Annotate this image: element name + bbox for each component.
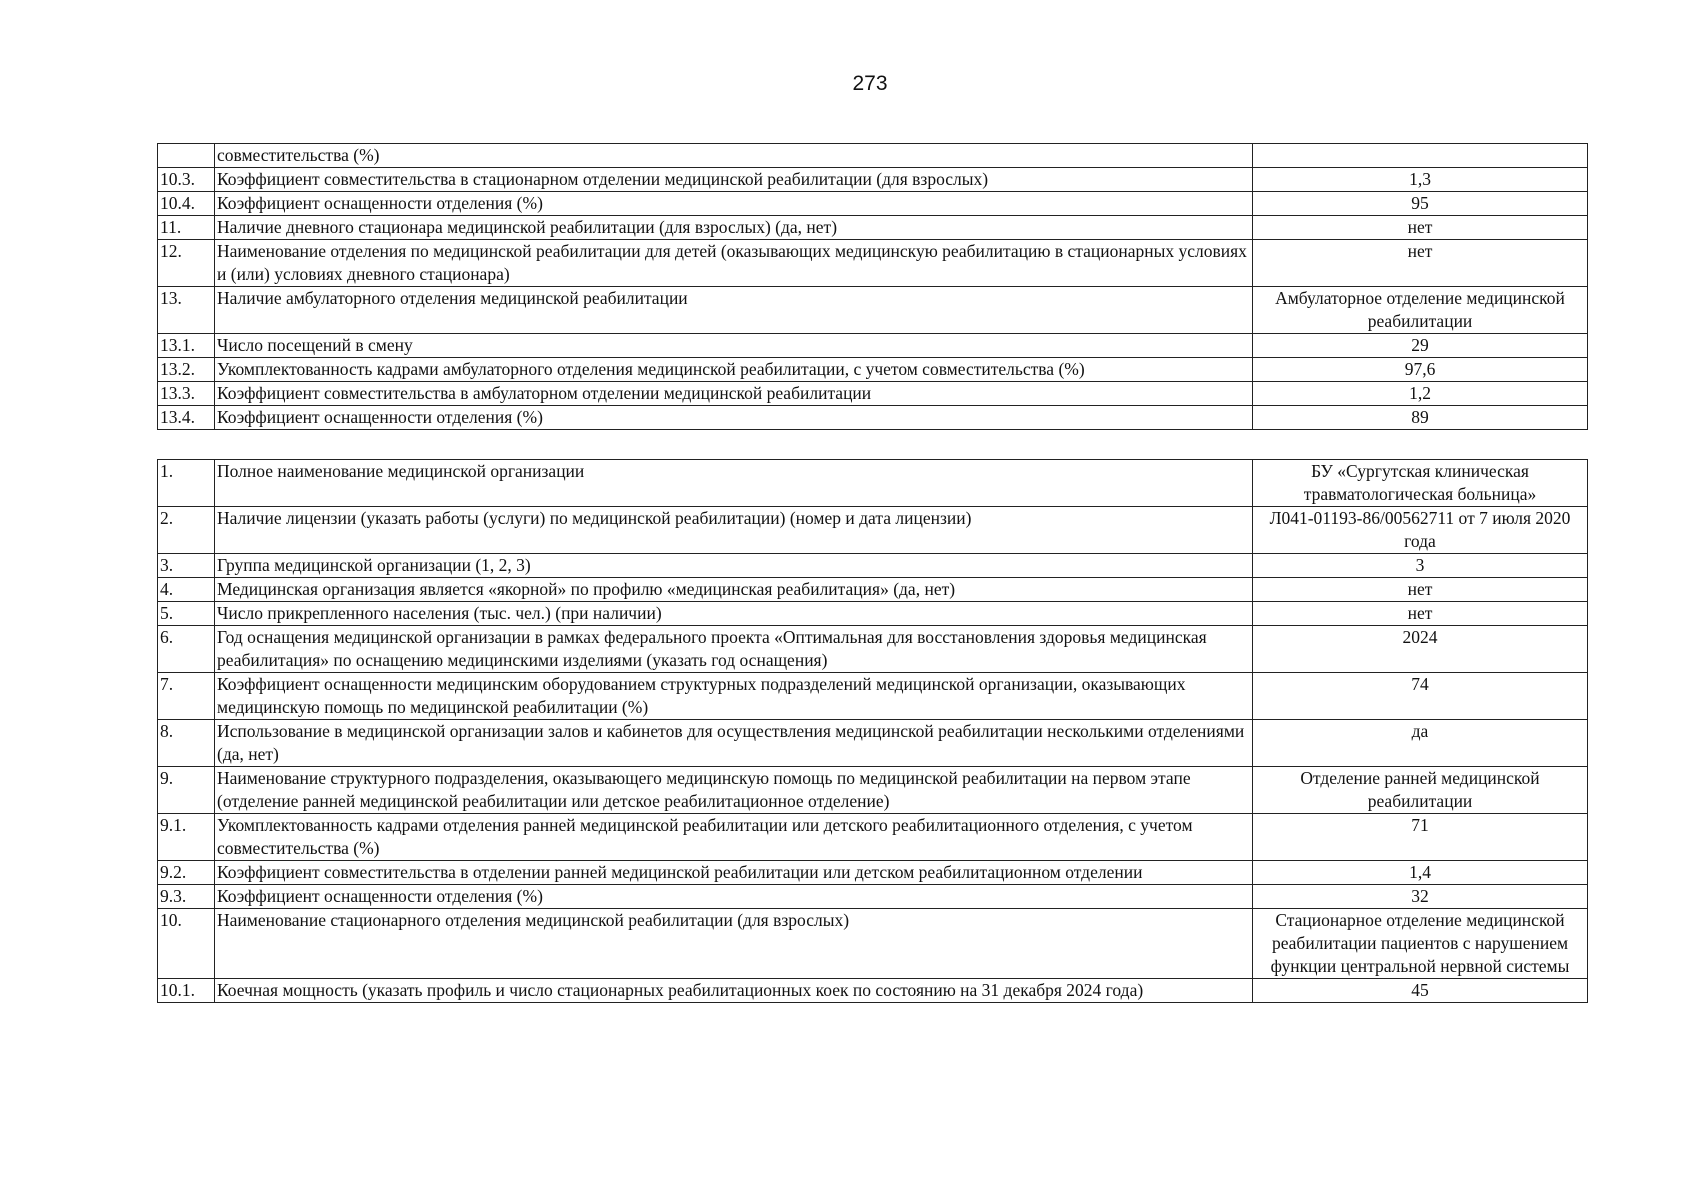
table-row (158, 406, 1588, 430)
row-name: Коэффициент оснащенности медицинским оборудованием структурных подразделений медицинской организации, оказывающих медицинскую помощь по медицинской реабилитации (%) (215, 673, 1253, 720)
row-number: 9.1. (158, 814, 215, 861)
row-number: 9.3. (158, 885, 215, 909)
row-name: Полное наименование медицинской организации (215, 460, 1253, 507)
row-number: 5. (158, 602, 215, 626)
table-row (158, 885, 1588, 909)
row-value (1253, 144, 1588, 168)
continued-table (157, 143, 1588, 430)
row-number: 7. (158, 673, 215, 720)
table-row (158, 144, 1588, 168)
row-value: 95 (1253, 192, 1588, 216)
row-value: Л041-01193-86/00562711 от 7 июля 2020 года (1253, 507, 1588, 554)
table-row (158, 602, 1588, 626)
row-number: 9. (158, 767, 215, 814)
table-row (158, 382, 1588, 406)
row-number: 10. (158, 909, 215, 979)
row-number: 4. (158, 578, 215, 602)
row-name: Коэффициент оснащенности отделения (%) (215, 192, 1253, 216)
row-value: да (1253, 720, 1588, 767)
row-value: 3 (1253, 554, 1588, 578)
row-value: нет (1253, 578, 1588, 602)
row-number: 10.4. (158, 192, 215, 216)
row-name: Коечная мощность (указать профиль и число стационарных реабилитационных коек по состоянию на 31 декабря 2024 года) (215, 979, 1253, 1003)
row-name: Наличие лицензии (указать работы (услуги) по медицинской реабилитации) (номер и дата лицензии) (215, 507, 1253, 554)
row-name: Наименование стационарного отделения медицинской реабилитации (для взрослых) (215, 909, 1253, 979)
row-value: 1,3 (1253, 168, 1588, 192)
row-value: нет (1253, 216, 1588, 240)
row-name: Группа медицинской организации (1, 2, 3) (215, 554, 1253, 578)
row-number: 13.3. (158, 382, 215, 406)
row-number: 9.2. (158, 861, 215, 885)
row-value: Амбулаторное отделение медицинской реабилитации (1253, 287, 1588, 334)
row-value: 29 (1253, 334, 1588, 358)
row-name: Укомплектованность кадрами отделения ранней медицинской реабилитации или детского реабилитационного отделения, с учетом совместительства (%) (215, 814, 1253, 861)
row-name: Наименование отделения по медицинской реабилитации для детей (оказывающих медицинскую реабилитацию в стационарных условиях и (или) условиях дневного стационара) (215, 240, 1253, 287)
row-number: 6. (158, 626, 215, 673)
row-value: 45 (1253, 979, 1588, 1003)
row-number: 13.4. (158, 406, 215, 430)
page-number: 273 (852, 72, 888, 95)
table-row (158, 216, 1588, 240)
row-number: 10.1. (158, 979, 215, 1003)
row-name: Укомплектованность кадрами амбулаторного отделения медицинской реабилитации, с учетом совместительства (%) (215, 358, 1253, 382)
row-name: Наличие амбулаторного отделения медицинской реабилитации (215, 287, 1253, 334)
row-value: 2024 (1253, 626, 1588, 673)
row-number: 8. (158, 720, 215, 767)
row-number: 2. (158, 507, 215, 554)
row-value: 1,2 (1253, 382, 1588, 406)
row-name: Коэффициент совместительства в амбулаторном отделении медицинской реабилитации (215, 382, 1253, 406)
row-number: 13. (158, 287, 215, 334)
table-row (158, 626, 1588, 673)
row-value: 74 (1253, 673, 1588, 720)
row-value: 71 (1253, 814, 1588, 861)
table-row (158, 334, 1588, 358)
table-row (158, 358, 1588, 382)
table-row (158, 460, 1588, 507)
row-value: 32 (1253, 885, 1588, 909)
row-number: 13.1. (158, 334, 215, 358)
table-row (158, 554, 1588, 578)
organization-table (157, 459, 1588, 1003)
table-row (158, 507, 1588, 554)
row-name: Коэффициент оснащенности отделения (%) (215, 406, 1253, 430)
table-row (158, 979, 1588, 1003)
table-row (158, 673, 1588, 720)
table-row (158, 578, 1588, 602)
row-value: нет (1253, 602, 1588, 626)
row-number: 1. (158, 460, 215, 507)
table-row (158, 814, 1588, 861)
row-number: 10.3. (158, 168, 215, 192)
row-value: нет (1253, 240, 1588, 287)
row-value: 97,6 (1253, 358, 1588, 382)
row-name: Наличие дневного стационара медицинской реабилитации (для взрослых) (да, нет) (215, 216, 1253, 240)
row-name: Коэффициент совместительства в отделении ранней медицинской реабилитации или детском реабилитационном отделении (215, 861, 1253, 885)
table-row (158, 767, 1588, 814)
row-name: Коэффициент оснащенности отделения (%) (215, 885, 1253, 909)
row-value: БУ «Сургутская клиническая травматологическая больница» (1253, 460, 1588, 507)
row-name: Год оснащения медицинской организации в рамках федерального проекта «Оптимальная для восстановления здоровья медицинская реабилитация» по оснащению медицинскими изделиями (указать год оснащения) (215, 626, 1253, 673)
row-name: Коэффициент совместительства в стационарном отделении медицинской реабилитации (для взрослых) (215, 168, 1253, 192)
table-row (158, 861, 1588, 885)
row-name: Использование в медицинской организации залов и кабинетов для осуществления медицинской реабилитации несколькими отделениями (да, нет) (215, 720, 1253, 767)
table-row (158, 240, 1588, 287)
row-name: Число прикрепленного населения (тыс. чел.) (при наличии) (215, 602, 1253, 626)
row-name: Наименование структурного подразделения, оказывающего медицинскую помощь по медицинской реабилитации на первом этапе (отделение ранней медицинской реабилитации или детское реабилитационное отделение) (215, 767, 1253, 814)
row-number: 13.2. (158, 358, 215, 382)
row-name: Медицинская организация является «якорной» по профилю «медицинская реабилитация» (да, нет) (215, 578, 1253, 602)
row-number: 12. (158, 240, 215, 287)
table-row (158, 287, 1588, 334)
row-value: Отделение ранней медицинской реабилитации (1253, 767, 1588, 814)
table-row (158, 909, 1588, 979)
row-value: Стационарное отделение медицинской реабилитации пациентов с нарушением функции центральной нервной системы (1253, 909, 1588, 979)
table-row (158, 168, 1588, 192)
row-number: 3. (158, 554, 215, 578)
row-number (158, 144, 215, 168)
table-row (158, 720, 1588, 767)
row-name: Число посещений в смену (215, 334, 1253, 358)
row-number: 11. (158, 216, 215, 240)
row-value: 1,4 (1253, 861, 1588, 885)
table-row (158, 192, 1588, 216)
row-value: 89 (1253, 406, 1588, 430)
row-name: совместительства (%) (215, 144, 1253, 168)
